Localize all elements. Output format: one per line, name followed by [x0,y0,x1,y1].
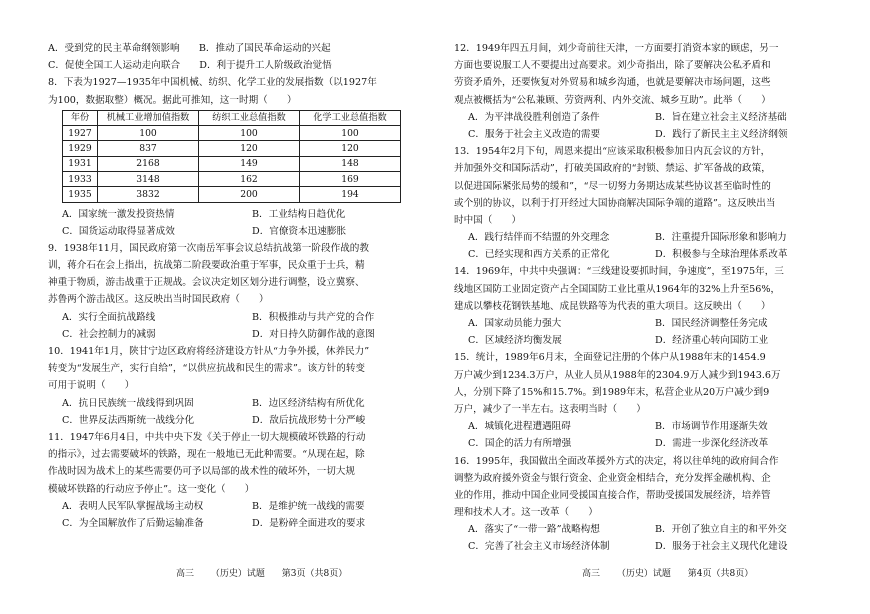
question-11-text: 11．1947年6月4日，中共中央下发《关于停止一切大规模破坏铁路的行动 [48,431,366,443]
table-cell: 837 [98,141,199,156]
table-header-cell: 年份 [63,110,98,125]
question-15-text: 人，分别下降了15%和15.7%。到1989年末，私营企业从20万户减少到9 [454,386,770,398]
option-c: C．社会控制力的减弱 [62,328,156,340]
table-cell: 148 [300,156,401,171]
q12-options [454,126,828,143]
question-11-text: 作战时因为战术上的某些需要仍可予以局部的战术性的破坏外，一切大规 [48,466,355,478]
option-b: B．旨在建立社会主义经济基础 [655,111,787,123]
option-a: A．落实了“一带一路”战略构想 [468,524,600,536]
question-15-text: 万户减少到1234.3万户，从业人员从1988年的2304.9万人减少到1943.6万 [454,369,781,381]
option-d: D．积极参与全球治理体系改革 [655,249,788,261]
option-a: A．国家统一激发投资热情 [62,208,175,220]
table-cell: 1931 [63,156,98,171]
option-a: A．国家动员能力强大 [468,318,562,329]
option-d: D．践行了新民主主义经济纲领 [655,128,788,140]
q8-options [48,223,428,240]
question-13-text: 以促进国际紧张局势的缓和”，“尽一切努力务期达成某些协议甚至临时性的 [454,180,771,192]
option-d: D．需进一步深化经济改革 [655,438,769,450]
question-14-text: 线地区国防工业固定资产占全国国防工业比重从1964年的32%上升至56%， [454,283,781,295]
option-a: A．实行全面抗战路线 [62,311,156,323]
table-cell: 200 [199,187,300,202]
q16-options [454,521,828,538]
question-16-text: 16．1995年，我国做出全面改革援外方式的决定，将以往单纯的政府间合作 [454,455,779,467]
question-10-text: 转变为“发展生产，实行自给”，“以供应抗战和民生的需求”。该方针的转变 [48,363,366,375]
q10-options [48,395,428,412]
option-a: A．为平津战役胜利创造了条件 [468,111,600,123]
question-9-text: 神重于物质，游击战重于正规战。会议决定划区划分进行调整，设立冀察、 [48,277,365,289]
question-13-text: 13．1954年2月下旬，周恩来提出“应该采取积极参加日内瓦会议的方针， [454,146,771,158]
question-13-text: 时中国（ ） [454,214,522,226]
question-15-text: 15．统计，1989年6月末，全面登记注册的个体户从1988年末的1454.9 [454,352,766,364]
footer-grade: 高三 [582,569,601,579]
question-13-text: 或个别的协议，以利于打开经过大国协商解决国际争端的道路”。这反映出当 [454,197,776,209]
option-b: B．国民经济调整任务完成 [655,318,768,329]
q14-options [454,315,828,332]
q12-options [454,109,828,126]
page-footer-right [582,566,767,579]
question-15-text: 万户，减少了一半左右。这表明当时（ ） [454,403,646,415]
footer-subject: （历史）试题 [616,569,671,579]
table-cell: 194 [300,187,401,202]
table-cell: 120 [199,141,300,156]
question-10-text: 可用于说明（ ） [48,380,135,392]
option-d: D．经济重心转向国防工业 [655,335,769,347]
table-row [63,141,401,156]
option-c: C．区域经济均衡发展 [468,335,562,347]
question-16-text: 调整为政府援外资金与银行资金、企业资金相结合，充分发挥金融机构、企 [454,472,771,484]
option-c: C．已经实现和西方关系的正常化 [468,249,610,261]
option-d: D．敌后抗战形势十分严峻 [252,414,366,426]
option-c: C．国货运动取得显著成效 [62,225,175,237]
option-b: B．积极推动与共产党的合作 [252,311,375,323]
page-footer-left [176,566,361,579]
table-cell: 162 [199,171,300,186]
table-cell: 100 [300,126,401,141]
footer-page-number: 第3页（共8页） [281,569,348,579]
table-cell: 1935 [63,187,98,202]
question-9-text: 苏鲁两个游击战区。这反映出当时国民政府（ ） [48,294,269,306]
question-10-text: 10．1941年1月，陕甘宁边区政府将经济建设方针从“力争外援，休养民力” [48,346,370,358]
question-9-text: 9．1938年11月，国民政府第一次南岳军事会议总结抗战第一阶段作战的教 [48,242,369,254]
table-cell: 149 [199,156,300,171]
table-cell: 169 [300,171,401,186]
left-page-column [48,40,428,532]
q14-options [454,332,828,349]
q13-options [454,229,828,246]
table-header-cell: 机械工业增加值指数 [98,110,199,125]
question-11-text: 模破坏铁路的行动应予停止”。这一变化（ ） [48,483,255,495]
q9-options [48,326,428,343]
table-cell: 100 [199,126,300,141]
q13-options [454,246,828,263]
table-cell: 1929 [63,141,98,156]
table-header-row [63,110,401,125]
option-b: B．是维护统一战线的需要 [252,500,365,512]
question-11-text: 的指示》，过去需要破坏的铁路，现在一般地已无此种需要。“从现在起，除 [48,449,365,461]
footer-page-number: 第4页（共8页） [687,569,754,579]
option-c: C．为全国解放作了后勤运输准备 [62,517,204,529]
option-b: B．边区经济结构有所优化 [252,397,365,409]
question-12-text: 劳资矛盾外，还要恢复对外贸易和城乡沟通，也就是要解决市场问题，这些 [454,77,771,89]
option-a: A．城镇化进程遭遇阻碍 [468,421,571,433]
option-c: C．国企的活力有所增强 [468,438,572,450]
option-d: D．对日持久防御作战的意图 [252,328,375,340]
question-12-text: 方面也要说服工人不要提出过高要求。刘少奇指出，除了要解决公私矛盾和 [454,60,771,72]
question-8-text: 为100，数据取整）概况。据此可推知，这一时期（ ） [48,94,297,106]
question-14-text: 14．1969年，中共中央强调：“三线建设要抓时间，争速度”，至1975年，三 [454,266,784,278]
q15-options [454,435,828,452]
q7-option-line: A．受到党的民主革命纲领影响 B．推动了国民革命运动的兴起 [48,43,331,54]
table-row [63,171,401,186]
q16-options [454,538,828,555]
option-c: C．完善了社会主义市场经济体制 [468,541,610,553]
table-cell: 3832 [98,187,199,202]
option-b: B．注重提升国际形象和影响力 [655,232,787,244]
question-14-text: 建成以攀枝花钢铁基地、成昆铁路等为代表的重大项目。这反映出（ ） [454,300,771,312]
option-c: C．世界反法西斯统一战线分化 [62,414,195,426]
q8-options [48,206,428,223]
option-a: A．践行结伴而不结盟的外交理念 [468,232,610,244]
table-cell: 1927 [63,126,98,141]
option-b: B．开创了独立自主的和平外交 [655,524,787,536]
table-cell: 2168 [98,156,199,171]
table-cell: 1933 [63,171,98,186]
q10-options [48,412,428,429]
right-page-column [454,40,828,556]
question-9-text: 训，蒋介石在会上指出，抗战第二阶段要政治重于军事，民众重于士兵，精 [48,260,365,272]
question-12-text: 12．1949年四五月间，刘少奇前往天津，一方面要打消资本家的顾虑，另一 [454,43,779,54]
option-d: D．官僚资本迅速膨胀 [252,225,347,237]
q7-option-line: C．促使全国工人运动走向联合 D．利于提升工人阶级政治觉悟 [48,60,332,72]
table-header-cell: 纺织工业总值指数 [199,110,300,125]
question-13-text: 并加强外交和国际活动”，打破美国政府的“封锁、禁运、扩军备战的政策， [454,163,771,175]
option-c: C．服务于社会主义改造的需要 [468,128,601,140]
question-12-text: 观点被概括为“公私兼顾、劳资两利、内外交流、城乡互助”。此举（ ） [454,94,771,106]
q9-options [48,309,428,326]
table-cell: 3148 [98,171,199,186]
option-b: B．市场调节作用逐渐失效 [655,421,768,433]
table-cell: 100 [98,126,199,141]
table-row [63,126,401,141]
table-row [63,156,401,171]
option-d: D．是粉碎全面进攻的要求 [252,517,366,529]
q11-options [48,515,428,532]
option-b: B．工业结构日趋优化 [252,208,346,220]
table-row [63,187,401,202]
footer-grade: 高三 [176,569,195,579]
industry-index-table [62,110,401,203]
option-a: A．抗日民族统一战线得到巩固 [62,397,194,409]
table-header-cell: 化学工业总值指数 [300,110,401,125]
q11-options [48,498,428,515]
q15-options [454,418,828,435]
question-16-text: 理和技术人才。这一改革（ ） [454,507,598,519]
footer-subject: （历史）试题 [210,569,265,579]
question-8-text: 8．下表为1927—1935年中国机械、纺织、化学工业的发展指数（以1927年 [48,77,377,89]
table-cell: 120 [300,141,401,156]
option-a: A．表明人民军队掌握战场主动权 [62,500,204,512]
question-16-text: 业的作用，推动中国企业同受援国直接合作，帮助受援国发展经济，培养管 [454,489,771,501]
option-d: D．服务于社会主义现代化建设 [655,541,788,553]
